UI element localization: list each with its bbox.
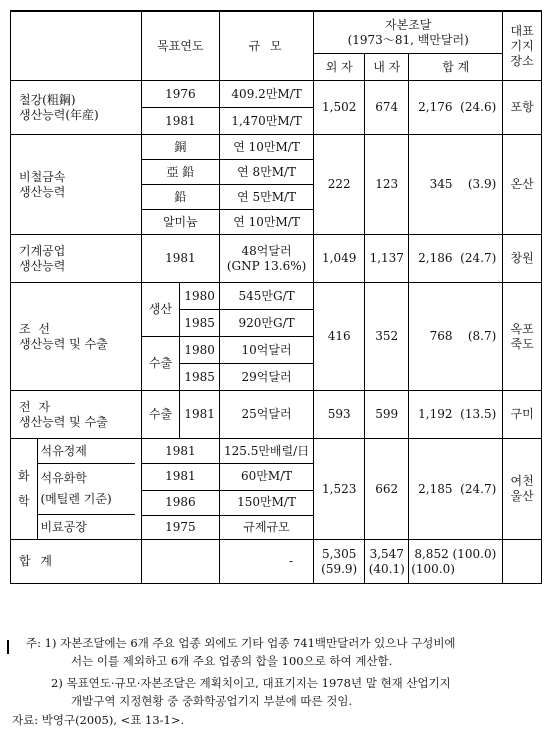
steel-scale-2: 1,470만M/T bbox=[220, 108, 314, 135]
electronics-year: 1981 bbox=[180, 391, 220, 439]
nonferrous-metal-1: 銅 bbox=[141, 135, 219, 160]
sum-domestic bbox=[365, 540, 409, 584]
machinery-name-line2: 생산능력 bbox=[19, 258, 66, 273]
header-total: 합 계 bbox=[409, 54, 503, 81]
nonferrous-metal-3: 鉛 bbox=[141, 185, 219, 210]
ship-domestic: 352 bbox=[365, 283, 409, 391]
machinery-site: 창원 bbox=[503, 235, 542, 283]
electronics-foreign: 593 bbox=[314, 391, 365, 439]
heavy-industry-plan-table bbox=[10, 10, 542, 584]
machinery-scale-line1: 48억달러 bbox=[241, 243, 292, 258]
ship-export-label: 수출 bbox=[141, 337, 180, 391]
nonferrous-total bbox=[409, 135, 503, 235]
steel-row-1 bbox=[11, 81, 542, 108]
ship-year-2: 1985 bbox=[180, 310, 220, 337]
machinery-total bbox=[409, 235, 503, 283]
sum-scale: - bbox=[220, 540, 314, 584]
chem-site-line2: 울산 bbox=[510, 489, 534, 503]
header-foreign: 외 자 bbox=[314, 54, 365, 81]
electronics-total bbox=[409, 391, 503, 439]
electronics-site: 구미 bbox=[503, 391, 542, 439]
chem-subtable bbox=[11, 439, 135, 539]
machinery-scale bbox=[220, 235, 314, 283]
header-capital-sub: (1973～81, 백만달러) bbox=[347, 32, 469, 47]
nonferrous-row-1 bbox=[11, 135, 542, 160]
header-goal-year: 목표연도 bbox=[141, 11, 219, 81]
electronics-scale: 25억달러 bbox=[220, 391, 314, 439]
chem-row-1 bbox=[11, 439, 542, 464]
electronics-total-value: 1,192 bbox=[418, 407, 453, 421]
sum-domestic-pct: (40.1) bbox=[368, 561, 405, 576]
electronics-share: (13.5) bbox=[460, 407, 497, 421]
ship-share: (8.7) bbox=[467, 329, 497, 343]
chem-label-1: 화 bbox=[17, 469, 30, 483]
nonferrous-site: 온산 bbox=[503, 135, 542, 235]
ship-site-line2: 죽도 bbox=[510, 336, 534, 351]
electronics-row bbox=[11, 391, 542, 439]
nonferrous-metal-2: 亞 鉛 bbox=[141, 160, 219, 185]
nonferrous-foreign: 222 bbox=[314, 135, 365, 235]
chem-sub-2-line2: (메틸렌 기준) bbox=[40, 492, 112, 506]
ship-name bbox=[11, 283, 142, 391]
chem-year-2b: 1986 bbox=[141, 490, 219, 515]
electronics-export-label: 수출 bbox=[141, 391, 180, 439]
chem-site bbox=[503, 439, 542, 540]
ship-scale-1: 545만G/T bbox=[220, 283, 314, 310]
steel-site: 포항 bbox=[503, 81, 542, 135]
note-2a: 2) 목표연도·규모·자본조달은 계획치이고, 대표기지는 1978년 말 현재 산업기지 bbox=[51, 676, 451, 690]
ship-site-line1: 옥포 bbox=[510, 321, 534, 336]
header-site bbox=[503, 11, 542, 81]
sum-foreign-pct: (59.9) bbox=[321, 561, 358, 576]
chem-sub-row-1 bbox=[11, 439, 135, 464]
ship-name-line2: 생산능력 및 수출 bbox=[19, 336, 108, 351]
electronics-name bbox=[11, 391, 142, 439]
ship-total-value: 768 bbox=[429, 329, 453, 343]
nonferrous-share: (3.9) bbox=[467, 177, 497, 191]
header-capital-title: 자본조달 bbox=[384, 17, 432, 32]
chem-scale-2b: 150만M/T bbox=[220, 490, 314, 515]
ship-year-4: 1985 bbox=[180, 364, 220, 391]
note-margin-marker bbox=[7, 640, 9, 654]
sum-total-pct: (100.0) bbox=[452, 546, 497, 561]
nonferrous-name-line2: 생산능력 bbox=[19, 184, 66, 199]
header-row-1 bbox=[11, 11, 542, 54]
steel-name-line2: 생산능력(年産) bbox=[19, 107, 99, 122]
sum-total bbox=[409, 540, 503, 584]
sum-foreign bbox=[314, 540, 365, 584]
chem-site-line1: 여천 bbox=[510, 474, 534, 488]
ship-scale-3: 10억달러 bbox=[220, 337, 314, 364]
sum-total-pct2: (100.0) bbox=[411, 561, 455, 576]
machinery-year: 1981 bbox=[141, 235, 219, 283]
nonferrous-name bbox=[11, 135, 142, 235]
nonferrous-scale-4: 연 10만M/T bbox=[220, 210, 314, 235]
chem-share: (24.7) bbox=[460, 481, 497, 496]
electronics-name-line2: 생산능력 및 수출 bbox=[19, 414, 108, 429]
chem-year-2a: 1981 bbox=[141, 464, 219, 490]
steel-name-line1: 철강(粗鋼) bbox=[19, 92, 76, 107]
sum-year-empty bbox=[141, 540, 219, 584]
ship-total bbox=[409, 283, 503, 391]
note-1b: 서는 이를 제외하고 6개 주요 업종의 합을 100으로 하여 계산함. bbox=[71, 654, 393, 668]
steel-share: (24.6) bbox=[460, 100, 497, 114]
machinery-share: (24.7) bbox=[460, 251, 497, 265]
chem-foreign: 1,523 bbox=[314, 439, 365, 540]
header-category-cell bbox=[11, 11, 142, 81]
header-site-line2: 기지 bbox=[510, 38, 534, 53]
header-site-line3: 장소 bbox=[510, 53, 534, 68]
nonferrous-scale-1: 연 10만M/T bbox=[220, 135, 314, 160]
machinery-name-line1: 기계공업 bbox=[19, 243, 66, 258]
chem-sub-3: 비료공장 bbox=[37, 515, 135, 540]
chem-scale-1: 125.5만배럴/日 bbox=[220, 439, 314, 464]
sum-row bbox=[11, 540, 542, 584]
chem-label-2: 학 bbox=[17, 494, 30, 508]
chem-label bbox=[11, 439, 37, 539]
ship-scale-4: 29억달러 bbox=[220, 364, 314, 391]
machinery-row bbox=[11, 235, 542, 283]
header-site-line1: 대표 bbox=[510, 23, 534, 38]
ship-foreign: 416 bbox=[314, 283, 365, 391]
ship-prod-label: 생산 bbox=[141, 283, 180, 337]
chem-name-cell bbox=[11, 439, 142, 540]
machinery-scale-line2: (GNP 13.6%) bbox=[226, 258, 307, 273]
steel-total bbox=[409, 81, 503, 135]
chem-sub-1: 석유정제 bbox=[37, 439, 135, 464]
sum-total-line1 bbox=[409, 547, 502, 562]
steel-foreign: 1,502 bbox=[314, 81, 365, 135]
nonferrous-scale-2: 연 8만M/T bbox=[220, 160, 314, 185]
steel-total-value: 2,176 bbox=[418, 100, 453, 114]
ship-year-1: 1980 bbox=[180, 283, 220, 310]
header-capital bbox=[314, 11, 503, 54]
chem-year-3: 1975 bbox=[141, 515, 219, 539]
steel-name bbox=[11, 81, 142, 135]
source-note: 자료: 박영구(2005), <표 13-1>. bbox=[12, 713, 185, 727]
sum-label: 합 계 bbox=[11, 540, 142, 584]
ship-row-1 bbox=[11, 283, 542, 310]
sum-total-value: 8,852 bbox=[414, 546, 449, 561]
note-2b: 개발구역 지정현황 중 중화학공업기지 부분에 따른 것임. bbox=[71, 694, 353, 708]
sum-domestic-value: 3,547 bbox=[369, 546, 404, 561]
steel-domestic: 674 bbox=[365, 81, 409, 135]
chem-sub-2 bbox=[37, 464, 135, 515]
chem-domestic: 662 bbox=[365, 439, 409, 540]
machinery-total-value: 2,186 bbox=[418, 251, 453, 265]
nonferrous-name-line1: 비철금속 bbox=[19, 169, 66, 184]
chem-scale-3: 규제규모 bbox=[220, 515, 314, 539]
nonferrous-scale-3: 연 5만M/T bbox=[220, 185, 314, 210]
sum-foreign-value: 5,305 bbox=[322, 546, 357, 561]
steel-year-2: 1981 bbox=[141, 108, 219, 135]
nonferrous-metal-4: 알미늄 bbox=[141, 210, 219, 235]
electronics-domestic: 599 bbox=[365, 391, 409, 439]
chem-year-1: 1981 bbox=[141, 439, 219, 464]
ship-year-3: 1980 bbox=[180, 337, 220, 364]
steel-scale-1: 409.2만M/T bbox=[220, 81, 314, 108]
nonferrous-domestic: 123 bbox=[365, 135, 409, 235]
steel-year-1: 1976 bbox=[141, 81, 219, 108]
header-domestic: 내 자 bbox=[365, 54, 409, 81]
capital-table-container bbox=[10, 10, 542, 584]
header-scale: 규 모 bbox=[220, 11, 314, 81]
note-1a: 주: 1) 자본조달에는 6개 주요 업종 외에도 기타 업종 741백만달러가 있으나 구성비에 bbox=[26, 636, 456, 650]
ship-site bbox=[503, 283, 542, 391]
machinery-name bbox=[11, 235, 142, 283]
chem-total bbox=[409, 439, 503, 540]
sum-site-empty bbox=[503, 540, 542, 584]
machinery-domestic: 1,137 bbox=[365, 235, 409, 283]
machinery-foreign: 1,049 bbox=[314, 235, 365, 283]
chem-scale-2a: 60만M/T bbox=[220, 464, 314, 490]
ship-scale-2: 920만G/T bbox=[220, 310, 314, 337]
chem-total-value: 2,185 bbox=[418, 481, 453, 496]
chem-sub-2-line1: 석유화학 bbox=[40, 471, 87, 485]
nonferrous-total-value: 345 bbox=[429, 177, 453, 191]
electronics-name-line1: 전 자 bbox=[19, 399, 52, 414]
ship-name-line1: 조 선 bbox=[19, 321, 52, 336]
